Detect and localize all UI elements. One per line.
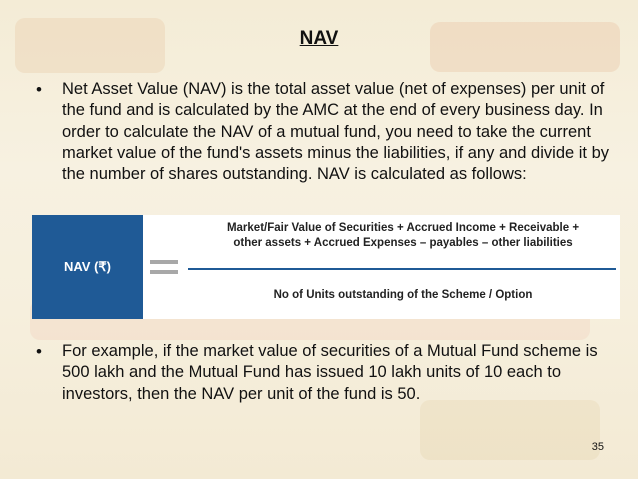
slide-title: NAV <box>299 28 339 49</box>
bullet-marker: • <box>36 80 42 99</box>
bullet-text-definition: Net Asset Value (NAV) is the total asset value (net of expenses) per unit of the fund and is calculated by the AMC at the end of every business day. In order to calculate the NAV of a mutual fund, you need to take the current market value of the fund's assets minus the liabilities, if any and divide it by the number of shares outstanding. NAV is calculated as follows: <box>62 80 610 184</box>
equals-sign <box>150 258 178 276</box>
formula-numerator <box>190 221 616 251</box>
nav-formula <box>32 215 620 319</box>
numerator-line-1: Market/Fair Value of Securities + Accrued Income + Receivable + <box>226 222 580 234</box>
page-number: 35 <box>591 441 604 453</box>
numerator-line-2: other assets + Accrued Expenses – payables – other liabilities <box>233 237 573 249</box>
formula-lhs-box <box>32 215 143 319</box>
background-image-fragment <box>420 400 600 460</box>
formula-lhs-label: NAV (₹) <box>63 259 112 274</box>
bullet-marker: • <box>36 342 42 361</box>
formula-denominator: No of Units outstanding of the Scheme / Option <box>273 289 533 301</box>
bullet-text-example: For example, if the market value of securities of a Mutual Fund scheme is 500 lakh and the Mutual Fund has issued 10 lakh units of 10 each to investors, then the NAV per unit of the fund is 50. <box>62 342 598 403</box>
fraction-line <box>188 268 616 270</box>
